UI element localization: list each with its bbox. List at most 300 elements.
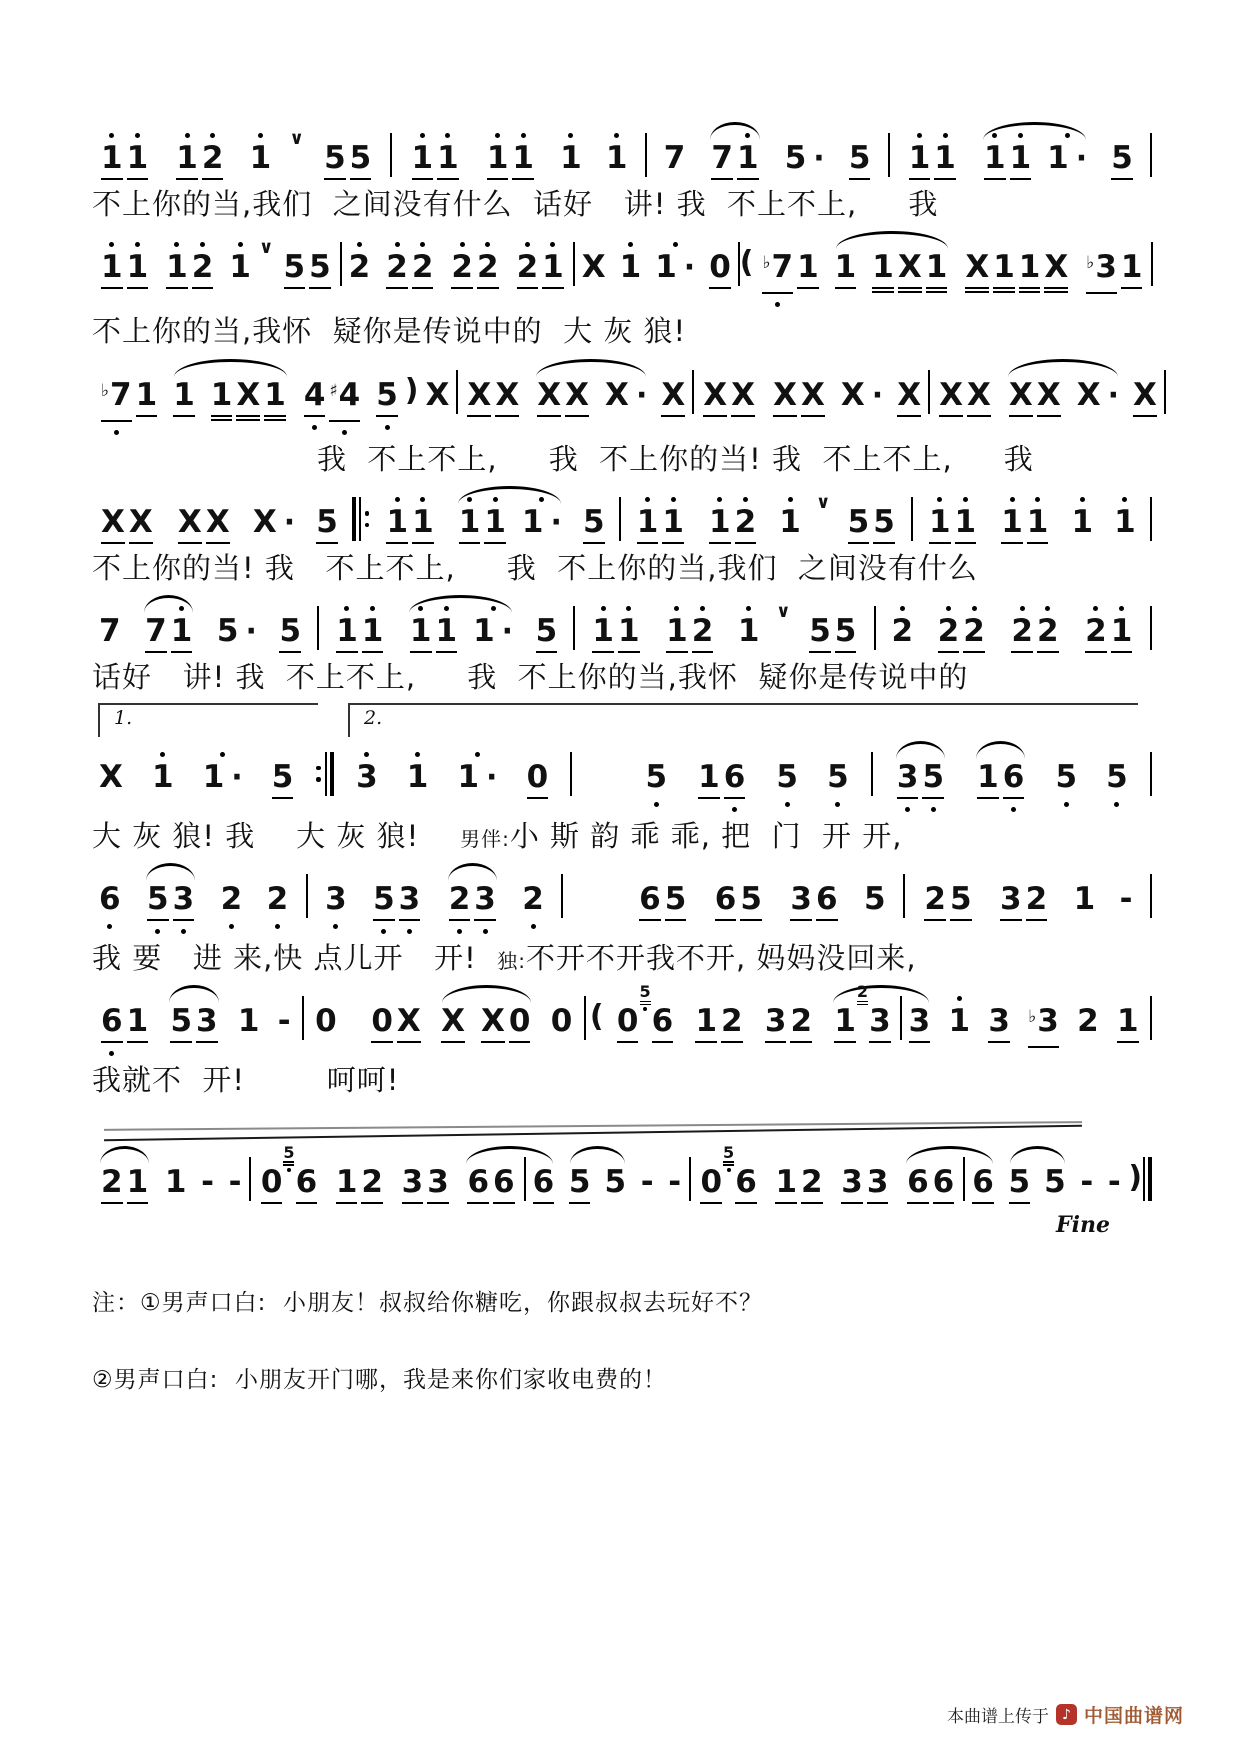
barline <box>561 873 563 919</box>
beam-group <box>322 128 373 180</box>
beam-group <box>760 237 820 307</box>
note-number: 3 <box>196 1003 218 1040</box>
note-number: 2 <box>1025 881 1048 918</box>
note-number: 1 <box>834 1003 856 1040</box>
system-3 <box>92 365 1157 476</box>
beam-group <box>999 492 1050 544</box>
note-number: 6 <box>493 1163 515 1200</box>
beam-underline <box>517 287 539 289</box>
accidental: ♭ <box>1086 253 1095 274</box>
note-number: 1 <box>948 1003 971 1040</box>
beam-underline <box>790 1041 812 1043</box>
note-number: 1 <box>135 376 158 413</box>
note-number: 1 <box>737 613 760 650</box>
beam-underline <box>909 1041 931 1043</box>
note <box>645 747 667 807</box>
barline <box>1164 369 1166 415</box>
beam-group <box>664 601 715 653</box>
note-number: 2 <box>451 249 473 286</box>
beam-underline <box>136 415 158 417</box>
note <box>551 991 573 1038</box>
beam-underline <box>711 178 733 180</box>
beam-underline <box>329 420 360 422</box>
note-number: 1 <box>484 504 506 541</box>
note-number: X <box>731 376 756 413</box>
note <box>592 601 614 653</box>
note-number: 0 <box>709 249 731 286</box>
note-number: 6 <box>101 1003 123 1040</box>
note <box>221 869 243 929</box>
octave-dot <box>220 752 225 757</box>
note <box>127 128 149 180</box>
note-number: 1 <box>406 758 429 795</box>
beam-underline <box>1003 797 1025 799</box>
note <box>637 492 659 544</box>
octave-dot <box>568 133 573 138</box>
note <box>773 365 797 417</box>
octave-dot <box>109 1051 114 1056</box>
note-number: 1 <box>655 249 677 286</box>
beam-underline <box>692 651 714 653</box>
beam-underline <box>101 420 132 422</box>
note-number: 1 <box>619 249 642 286</box>
note-number: 1 <box>542 249 564 286</box>
note-number: 3 <box>398 881 421 918</box>
system-2 <box>92 237 1152 348</box>
notation-row <box>92 1142 1152 1204</box>
note <box>909 128 931 180</box>
spacer <box>348 991 358 992</box>
octave-dot <box>1080 497 1085 502</box>
beam-underline <box>1009 1202 1031 1204</box>
note <box>127 237 149 289</box>
beam-group <box>771 365 827 417</box>
beam-group <box>259 1142 319 1204</box>
note <box>1108 1152 1121 1199</box>
note-number: X <box>1133 376 1157 413</box>
tie-group <box>828 237 957 293</box>
octave-dot <box>1020 606 1025 611</box>
lyrics-line <box>92 661 1152 694</box>
octave-dot <box>135 242 140 247</box>
note-number: 2 <box>101 1163 123 1200</box>
note <box>1001 492 1023 544</box>
note-number: 3 <box>172 881 195 918</box>
octave-dot <box>395 242 400 247</box>
note <box>477 237 499 289</box>
note-number: 1 <box>775 1163 798 1200</box>
beam-underline <box>399 919 421 921</box>
note-number: 4 <box>303 376 326 413</box>
beam-underline <box>801 1202 823 1204</box>
note-number: 5 <box>776 758 798 795</box>
beam-underline <box>816 919 838 921</box>
note-number: 5 <box>740 881 762 918</box>
beam-underline <box>665 919 687 921</box>
system-8 <box>92 982 1152 1098</box>
beam-underline <box>427 1202 449 1204</box>
fine-marking: Fine <box>1056 1211 1110 1238</box>
beam-underline <box>637 542 659 544</box>
note-number: - <box>668 1163 682 1200</box>
beam-underline <box>869 1041 891 1043</box>
beam-underline <box>929 542 951 544</box>
note-number: X <box>177 504 202 541</box>
note <box>560 128 582 175</box>
note <box>695 991 717 1043</box>
note <box>841 365 883 413</box>
octave-dot <box>905 807 910 812</box>
note-number: X <box>480 1003 505 1040</box>
note-number: 1 <box>592 613 614 650</box>
octave-dot <box>1093 606 1098 611</box>
octave-dot <box>445 133 450 138</box>
barline <box>306 873 308 919</box>
note <box>801 365 825 417</box>
note-number: 0 <box>260 1163 283 1200</box>
note <box>412 492 434 544</box>
note <box>664 128 686 175</box>
note <box>1074 869 1096 916</box>
note-number: 5 <box>271 758 294 795</box>
note-number: 2 <box>448 881 471 918</box>
tie-arc <box>466 1146 553 1164</box>
note-number: 3 <box>841 1163 863 1200</box>
augmentation-dot: · <box>635 377 648 413</box>
beam-group <box>773 1152 824 1204</box>
lyrics-line <box>92 188 1152 221</box>
note-number: 1 <box>983 140 1006 176</box>
beam-underline <box>652 1041 674 1043</box>
beam-underline <box>1117 1041 1139 1043</box>
note-number: 1 <box>605 140 628 176</box>
note <box>1117 991 1139 1043</box>
note-number: X <box>965 249 990 286</box>
augmentation-dot: · <box>501 614 514 650</box>
watermark <box>947 1701 1184 1728</box>
note-number: 2 <box>361 1163 383 1200</box>
octave-dot <box>972 606 977 611</box>
tie-group <box>975 128 1094 180</box>
note-number: - <box>1119 881 1133 918</box>
note-number: 2 <box>220 881 243 918</box>
note <box>386 492 408 544</box>
beam-underline <box>178 542 202 544</box>
barline <box>570 751 572 797</box>
note <box>1027 492 1049 544</box>
note-number: X <box>565 376 590 413</box>
note <box>451 237 473 289</box>
tie-arc <box>146 863 195 881</box>
beam-group <box>693 991 744 1043</box>
beam-underline <box>304 415 326 417</box>
grace-note <box>857 984 868 1005</box>
beam-group <box>590 601 641 653</box>
tie-arc <box>983 122 1086 140</box>
note <box>698 747 720 799</box>
beam-underline <box>272 797 294 799</box>
beam-underline <box>537 415 561 417</box>
barline <box>317 605 319 651</box>
notation-row <box>92 982 1152 1056</box>
note <box>762 237 793 307</box>
tie-group <box>161 991 226 1043</box>
beam-underline <box>386 287 408 289</box>
note-number: 3 <box>427 1163 449 1200</box>
note-number: 1 <box>662 504 684 541</box>
note-number: 2 <box>522 881 544 918</box>
beam-underline <box>412 178 434 180</box>
watermark-text: 本曲谱上传于 <box>946 1707 1049 1727</box>
lyrics-line <box>92 315 1152 348</box>
beam-group <box>334 1152 385 1204</box>
note-number: 6 <box>815 881 838 918</box>
note-number: 3 <box>896 758 919 795</box>
beam-underline <box>848 542 870 544</box>
note <box>399 869 421 934</box>
tie-arc <box>710 122 759 140</box>
note-number: 3 <box>325 881 347 918</box>
note-number: X <box>236 376 261 413</box>
note-number: 5 <box>376 376 398 413</box>
lyrics-segment: 我 要 进 来,快 点儿开 开! <box>92 941 498 976</box>
beam-underline <box>1011 651 1033 653</box>
lyrics-line <box>92 552 1152 585</box>
beam-underline <box>467 1202 489 1204</box>
beam-underline <box>809 651 831 653</box>
beam-group <box>696 747 747 812</box>
tie-group <box>401 601 520 653</box>
octave-dot <box>381 929 386 934</box>
note <box>929 492 951 544</box>
note-number: X <box>205 504 230 541</box>
beam-group <box>449 237 500 289</box>
beam-underline <box>1000 919 1022 921</box>
note <box>776 747 798 807</box>
note-number: X <box>396 1003 421 1040</box>
octave-dot <box>229 924 234 929</box>
tie-group <box>562 1152 633 1204</box>
beam-underline <box>715 919 737 921</box>
note-number: 5 <box>279 613 302 650</box>
beam-underline <box>926 287 948 293</box>
octave-dot <box>107 924 112 929</box>
note-number: 2 <box>691 613 714 650</box>
tie-arc <box>570 1146 625 1164</box>
beam-underline <box>1009 415 1033 417</box>
note <box>542 237 564 289</box>
note-number: 7 <box>711 140 733 176</box>
note <box>790 869 812 921</box>
tie-arc <box>833 982 929 1003</box>
note <box>457 747 497 795</box>
lyrics-line <box>92 1064 1152 1097</box>
note <box>165 1152 187 1199</box>
beam-underline <box>955 542 977 544</box>
augmentation-dot: · <box>813 141 825 176</box>
note-number: 1 <box>386 504 409 541</box>
beam-underline <box>972 1202 994 1204</box>
beam-underline <box>441 1041 465 1043</box>
beam-underline <box>296 1202 318 1204</box>
beam-underline <box>527 797 549 799</box>
beam-group <box>922 869 973 921</box>
note-number: X <box>800 376 825 413</box>
note-number: 1 <box>1047 140 1069 176</box>
beam-underline <box>933 1202 955 1204</box>
octave-dot <box>174 242 179 247</box>
barline <box>1150 995 1152 1041</box>
lyrics-segment: 不上你的当,我们 之间没有什么 话好 讲! 我 不上不上, 我 <box>92 187 939 221</box>
breath-mark: ∨ <box>289 128 304 149</box>
note-number: 5 <box>863 881 886 918</box>
beam-underline <box>467 415 491 417</box>
note <box>934 128 956 180</box>
note-number: 1 <box>617 613 640 650</box>
beam-underline <box>1026 919 1048 921</box>
volta-bracket-2 <box>348 703 1138 737</box>
note-number: 3 <box>908 1003 931 1040</box>
beam-underline <box>350 178 372 180</box>
note <box>350 128 372 180</box>
note-number: 6 <box>532 1163 555 1200</box>
note <box>487 128 509 180</box>
beam-underline <box>371 1041 393 1043</box>
octave-dot <box>483 929 488 934</box>
note-number: 3 <box>401 1163 424 1200</box>
note-number: X <box>661 376 686 413</box>
beam-underline <box>1028 1046 1059 1048</box>
note <box>386 237 408 289</box>
note-number: 5 <box>216 613 239 650</box>
lyrics-line <box>92 942 1152 975</box>
note <box>336 1152 358 1204</box>
note <box>939 365 963 417</box>
note <box>662 492 684 544</box>
grace-note <box>723 1142 735 1172</box>
note-number: 7 <box>771 249 794 286</box>
note-number: 6 <box>1002 758 1025 795</box>
barline <box>1151 241 1153 287</box>
beam-underline <box>907 1202 929 1204</box>
octave-dot <box>1010 497 1015 502</box>
note <box>949 991 971 1038</box>
beam-group <box>763 991 814 1043</box>
note-number: - <box>1107 1163 1121 1200</box>
barline <box>315 751 334 797</box>
tie-arc <box>442 985 531 1003</box>
note-number: 5 <box>316 504 338 541</box>
barline <box>619 496 621 542</box>
note-number: 1 <box>412 504 434 541</box>
octave-dot <box>743 497 748 502</box>
note-number: X <box>581 249 606 286</box>
note-number: 6 <box>651 1003 674 1040</box>
note-number: 5 <box>1044 1163 1066 1200</box>
octave-dot <box>275 924 280 929</box>
note-number: 1 <box>954 504 977 541</box>
note-number: 1 <box>409 613 432 650</box>
note <box>512 128 534 180</box>
note-number: X <box>99 758 123 795</box>
beam-underline <box>639 919 661 921</box>
beam-group <box>927 492 978 544</box>
barline <box>888 132 890 178</box>
note-number: 1 <box>1114 504 1136 541</box>
beam-underline <box>316 542 338 544</box>
note <box>202 128 224 180</box>
note <box>841 1152 863 1204</box>
note <box>412 237 434 289</box>
beam-group <box>907 128 958 180</box>
beam-underline <box>963 651 985 653</box>
tie-arc <box>976 741 1025 759</box>
system-1 <box>92 128 1152 221</box>
beam-underline <box>703 415 727 417</box>
note-number: 6 <box>639 881 661 918</box>
note <box>1000 869 1022 921</box>
beam-underline <box>336 1202 358 1204</box>
note-number: 1 <box>437 140 459 176</box>
beam-group <box>302 365 362 435</box>
note <box>864 869 886 916</box>
note-number: 5 <box>834 613 857 650</box>
note-number: X <box>897 376 922 413</box>
note-number: - <box>640 1163 654 1200</box>
note-number: X <box>495 376 520 413</box>
note-number: 1 <box>486 140 509 176</box>
octave-dot <box>342 430 347 435</box>
beam-group <box>936 601 987 653</box>
note-number: 1 <box>736 140 759 176</box>
note-number: 0 <box>700 1163 723 1200</box>
note <box>427 1152 449 1204</box>
beam-underline <box>898 287 922 293</box>
beam-underline <box>373 919 395 921</box>
beam-group <box>807 601 858 653</box>
note-number: 1 <box>335 1163 358 1200</box>
note <box>1106 747 1128 807</box>
beam-underline <box>147 919 169 921</box>
beam-underline <box>412 542 434 544</box>
beam-underline <box>709 287 731 289</box>
beam-underline <box>284 287 306 289</box>
note-number: 2 <box>937 613 960 650</box>
note <box>582 237 606 284</box>
note-number: 1 <box>176 140 198 176</box>
lyrics-segment: 小 斯 韵 乖 乖, 把 门 开 开, <box>509 818 903 853</box>
augmentation-dot: · <box>871 377 884 413</box>
beam-underline <box>481 1041 505 1043</box>
note <box>136 365 158 417</box>
notation-row <box>92 492 1152 544</box>
footnote-1: 注：①男声口白: 小朋友！叔叔给你糖吃，你跟叔叔去玩好不？ <box>92 1289 763 1316</box>
octave-dot <box>835 802 840 807</box>
octave-dot <box>1064 802 1069 807</box>
octave-dot <box>287 1168 291 1172</box>
note <box>735 1152 757 1204</box>
octave-dot <box>946 606 951 611</box>
note-number: 1 <box>1009 140 1032 176</box>
note-number: 1 <box>264 376 286 413</box>
note-number: 5 <box>645 758 668 795</box>
note-number: 1 <box>126 1163 149 1200</box>
octave-dot <box>475 752 480 757</box>
octave-dot <box>785 802 790 807</box>
octave-dot <box>420 497 425 502</box>
note <box>873 492 895 544</box>
beam-underline <box>735 1202 757 1204</box>
